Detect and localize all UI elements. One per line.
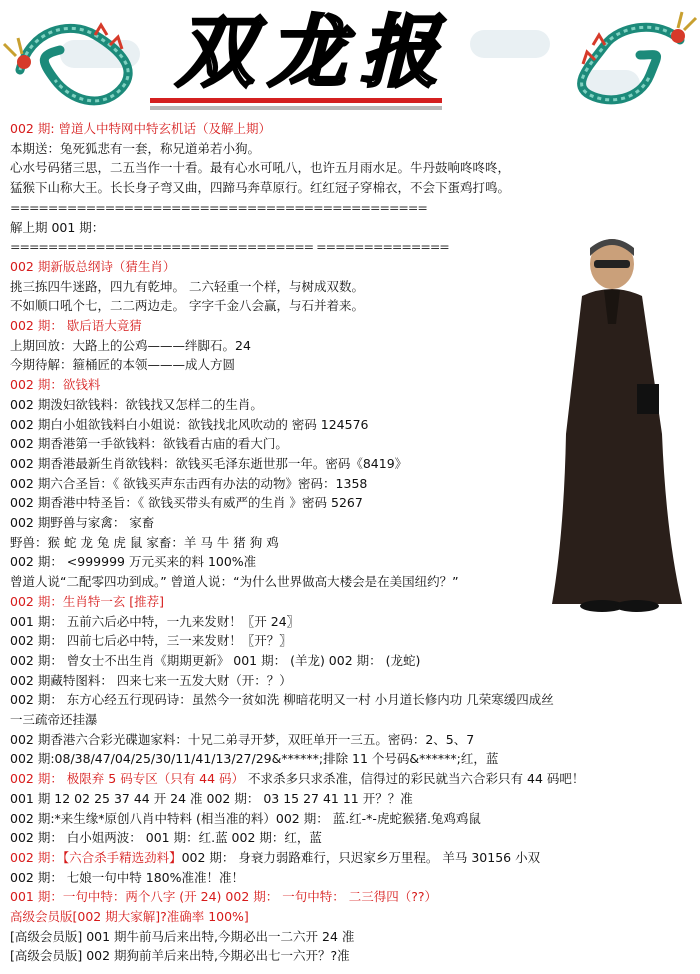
text-line (10, 790, 413, 808)
text-line (10, 849, 540, 867)
text-line (10, 928, 354, 946)
text-line (10, 278, 364, 296)
text-line-main: 解上期 001 期： (10, 219, 105, 235)
text-line-main: 001 期：一句中特：两个八字 (开 24) 002 期： 一句中特： 二三得四（??） (10, 889, 437, 905)
text-line (10, 199, 427, 217)
text-line (10, 258, 175, 276)
text-line (10, 297, 364, 315)
text-line (10, 337, 251, 355)
text-line (10, 632, 292, 650)
text-line (10, 652, 420, 670)
text-line-main: 001 期： 五前六后必中特，一九来发财！〖开 24〗 (10, 613, 300, 629)
text-line-main: 002 期香港六合彩光碟迦家料：十兄二弟寻开梦，双旺单开一三五。密码：2、5、7 (10, 731, 475, 747)
text-line (10, 829, 322, 847)
text-line-main: 002 期:08/38/47/04/25/30/11/41/13/27/29&******;排除 11 个号码&******;红，蓝 (10, 751, 499, 767)
text-line-main: 002 期：生肖特一玄 [推荐] (10, 593, 165, 609)
text-line-main: 002 期：【六合杀手精选劲料】 (10, 849, 182, 865)
text-line-main: 002 期:*来生缘*原创八肖中特料 (相当准的料）002 期： 蓝.红-*-虎蛇猴猪.兔鸡鸡鼠 (10, 810, 481, 826)
text-line-main: 上期回放：大路上的公鸡———绊脚石。24 (10, 337, 251, 353)
text-line (10, 534, 279, 552)
text-line (10, 317, 142, 335)
text-line-main: 002 期： 白小姐两波： 001 期：红.蓝 002 期：红，蓝 (10, 830, 322, 846)
text-line (10, 947, 350, 965)
text-line-main: ================================ ============== (10, 239, 449, 255)
text-line-main: 002 期： 四前七后必中特，三一来发财！〖开？〗 (10, 633, 292, 649)
text-line-main: 002 期： 曾女士不出生肖《期期更新》 001 期： (羊龙) 002 期： (龙蛇) (10, 652, 421, 668)
text-line (10, 455, 407, 473)
text-line (10, 869, 244, 887)
text-line (10, 475, 367, 493)
text-line-main: 002 期： <999999 万元买来的料 100%准 (10, 554, 257, 570)
text-line-main: 本期送：兔死狐悲有一套，称兄道弟若小狗。 (10, 140, 261, 156)
text-line-main: ============================================ (10, 199, 427, 215)
text-line-main: [高级会员版] 001 期牛前马后来出特,今期必出一二六开 24 准 (10, 928, 355, 944)
text-line (10, 573, 459, 591)
text-line-main: 今期待解：箍桶匠的本领———成人方圆 (10, 357, 236, 373)
text-line (10, 238, 449, 256)
text-line (10, 356, 235, 374)
text-line-main: 002 期白小姐欲钱料白小姐说：欲钱找北风吹动的 密码 124576 (10, 416, 369, 432)
text-line (10, 888, 437, 906)
text-line-main: 002 期： 极限弃 5 码专区（只有 44 码） (10, 771, 245, 787)
text-line (10, 120, 271, 138)
text-line-main: 心水号码猪三思，二五当作一十看。最有心水可吼八，也许五月雨水足。牛丹鼓响咚咚咚， (10, 160, 511, 176)
text-line (10, 376, 100, 394)
text-line (10, 593, 164, 611)
text-line-tail: 不求杀多只求杀准，信得过的彩民就当六合彩只有 44 码吧！ (244, 771, 585, 787)
text-line (10, 553, 256, 571)
text-line (10, 750, 498, 768)
text-line-main: 002 期： 东方心经五行现码诗：虽然今一贫如洗 柳暗花明又一村 小月道长修内功 几荣寒缓四成丝 (10, 692, 554, 708)
text-line (10, 613, 299, 631)
text-line-main: 002 期香港中特圣旨：《 欲钱买带头有威严的生肖 》密码 5267 (10, 495, 363, 511)
text-line (10, 219, 104, 237)
text-line (10, 159, 510, 177)
text-line (10, 514, 154, 532)
text-line (10, 416, 369, 434)
text-line (10, 140, 260, 158)
text-line (10, 711, 98, 729)
masthead-grey-rule (150, 106, 442, 110)
masthead-banner (0, 0, 700, 118)
text-line-main: 002 期： 七娘一句中特 180%准准！准！ (10, 869, 245, 885)
text-line-main: 高级会员版[002 期大家解]?准确率 100%] (10, 909, 249, 924)
text-line (10, 396, 263, 414)
text-line (10, 179, 510, 197)
text-line (10, 810, 481, 828)
dragon-right-icon (510, 0, 700, 118)
text-line-main: 曾道人说“二配零四功到成。” 曾道人说：“为什么世界做高大楼会是在美国纽约？” (10, 574, 459, 590)
text-line-main: 002 期香港第一手欲钱料：欲钱看古庙的看大门。 (10, 436, 288, 452)
text-line-main: 002 期野兽与家禽： 家畜 (10, 515, 155, 530)
text-line-main: 一三疏帝还挂瀑 (10, 712, 98, 727)
text-line-main: 002 期新版总纲诗（猜生肖） (10, 258, 176, 274)
text-line-main: 002 期泼妇欲钱料：欲钱找又怎样二的生肖。 (10, 396, 263, 412)
text-line-main: 猛猴下山称大王。长长身子弯又曲，四蹄马奔草原行。红红冠子穿棉衣，不会下蛋鸡打鸣。 (10, 180, 511, 196)
text-line-main: 001 期 12 02 25 37 44 开 24 准 002 期： 03 15 27 41 11 开？？准 (10, 790, 413, 806)
text-line-main: 野兽：猴 蛇 龙 兔 虎 鼠 家畜：羊 马 牛 猪 狗 鸡 (10, 534, 279, 550)
text-line (10, 731, 474, 749)
text-line (10, 494, 363, 512)
text-line-main: 挑三拣四牛迷路，四九有乾坤。 二六轻重一个样，与树成双数。 (10, 278, 364, 294)
text-line-main: 002 期：欲钱料 (10, 377, 101, 393)
text-line (10, 672, 292, 690)
text-line (10, 770, 584, 788)
text-line-main: 002 期藏特图料： 四来七来一五发大财（开：？） (10, 672, 292, 688)
dragon-left-icon (0, 0, 160, 118)
portrait-figure (542, 234, 692, 614)
masthead-title: 双龙报 (176, 7, 453, 98)
text-line-main: 002 期香港最新生肖欲钱料：欲钱买毛泽东逝世那一年。密码《8419》 (10, 455, 408, 471)
text-line (10, 908, 249, 926)
text-line-main: [高级会员版] 002 期狗前羊后来出特,今期必出七一六开？?准 (10, 948, 350, 964)
text-line-tail: 002 期： 身衰力弱路难行，只迟家乡万里程。 羊马 30156 小双 (181, 849, 541, 865)
text-line-main: 002 期: 曾道人中特网中特玄机话（及解上期） (10, 121, 272, 136)
text-line-main: 002 期： 歇后语大竟猜 (10, 318, 142, 333)
text-line (10, 691, 554, 709)
text-line (10, 435, 288, 453)
masthead-red-rule (150, 98, 442, 103)
text-line-main: 002 期六合圣旨：《 欲钱买声东击西有办法的动物》密码：1358 (10, 475, 368, 491)
text-line-main: 不如顺口吼个七，二二两边走。 字字千金八会赢，与石并着来。 (10, 298, 364, 314)
